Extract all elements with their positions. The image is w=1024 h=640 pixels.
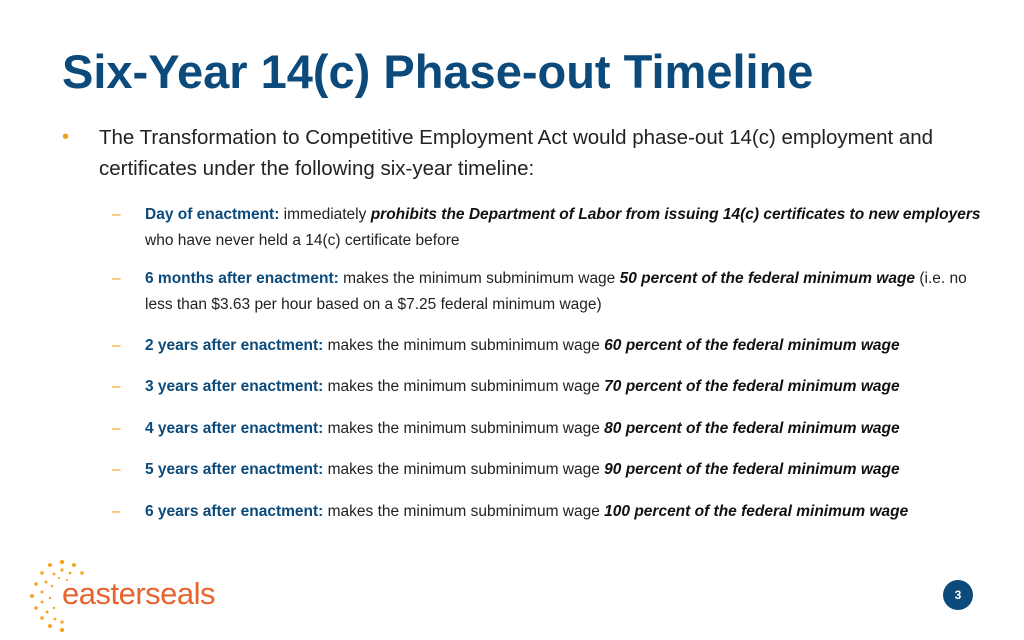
dash-icon: –	[112, 420, 121, 437]
timeline-text: makes the minimum subminimum wage	[323, 337, 605, 354]
timeline-item-3-years	[112, 374, 992, 400]
timeline-item-6-years	[112, 499, 992, 525]
timeline-text: immediately	[279, 206, 371, 223]
timeline-lead: 2 years after enactment:	[145, 337, 324, 354]
timeline-emphasis: 90 percent of the federal minimum wage	[604, 461, 900, 478]
timeline-lead: 4 years after enactment:	[145, 420, 324, 437]
timeline-lead: Day of enactment:	[145, 206, 280, 223]
timeline-emphasis: 60 percent of the federal minimum wage	[604, 337, 900, 354]
dash-icon: –	[112, 461, 121, 478]
timeline-emphasis: prohibits the Department of Labor from issuing 14(c) certificates to new employers	[370, 206, 981, 223]
timeline-text: makes the minimum subminimum wage	[323, 503, 605, 520]
timeline-emphasis: 80 percent of the federal minimum wage	[604, 420, 900, 437]
timeline-text: makes the minimum subminimum wage	[323, 420, 605, 437]
dash-icon: –	[112, 206, 121, 223]
timeline-lead: 5 years after enactment:	[145, 461, 324, 478]
timeline-item-6-months	[112, 266, 992, 318]
page-title: Six-Year 14(c) Phase-out Timeline	[62, 45, 814, 98]
easterseals-logo	[22, 556, 232, 636]
timeline-lead: 6 months after enactment:	[145, 270, 339, 287]
bullet-icon: •	[62, 126, 70, 148]
dash-icon: –	[112, 503, 121, 520]
timeline-item-2-years	[112, 333, 992, 359]
timeline-emphasis: 70 percent of the federal minimum wage	[604, 378, 900, 395]
timeline-text: makes the minimum subminimum wage	[323, 461, 605, 478]
logo-text: easterseals	[62, 576, 216, 611]
dash-icon: –	[112, 270, 121, 287]
timeline-item-enactment	[112, 202, 992, 254]
dash-icon: –	[112, 337, 121, 354]
timeline-lead: 3 years after enactment:	[145, 378, 324, 395]
timeline-text: makes the minimum subminimum wage	[323, 378, 605, 395]
timeline-item-5-years	[112, 457, 992, 483]
dash-icon: –	[112, 378, 121, 395]
timeline-emphasis: 100 percent of the federal minimum wage	[604, 503, 909, 520]
timeline-item-4-years	[112, 416, 992, 442]
timeline-lead: 6 years after enactment:	[145, 503, 324, 520]
page-number: 3	[943, 580, 973, 610]
timeline-text-tail: (i.e. no less than $3.63 per hour based on a $7.25 federal minimum wage)	[145, 270, 967, 313]
timeline-text: makes the minimum subminimum wage	[338, 270, 620, 287]
timeline-text-tail: who have never held a 14(c) certificate before	[145, 232, 460, 249]
timeline-emphasis: 50 percent of the federal minimum wage	[619, 270, 916, 287]
intro-bullet	[62, 122, 982, 184]
intro-text: The Transformation to Competitive Employment Act would phase-out 14(c) employment and certificates under the following six-year timeline:	[99, 126, 934, 180]
